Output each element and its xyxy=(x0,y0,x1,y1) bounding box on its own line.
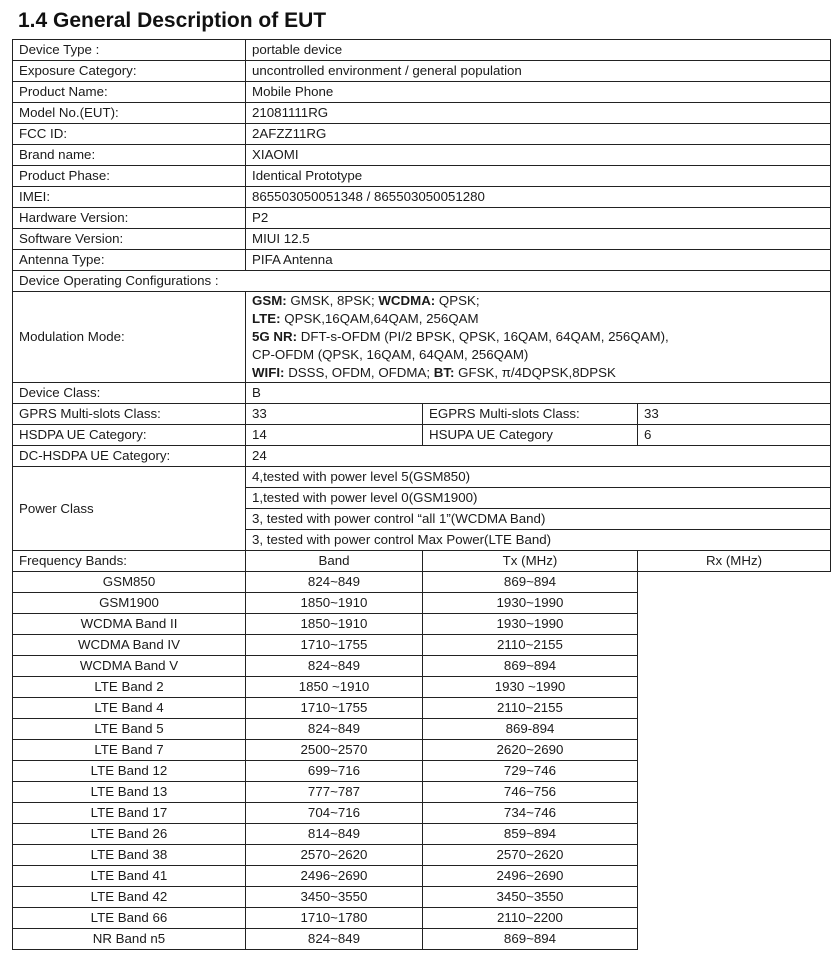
gsm-label: GSM: xyxy=(252,293,287,308)
value-cell: portable device xyxy=(246,40,831,61)
row-product-phase xyxy=(13,166,831,187)
rx-cell: 2110~2155 xyxy=(423,698,638,719)
rx-cell: 729~746 xyxy=(423,761,638,782)
label-cell: IMEI: xyxy=(13,187,246,208)
band-header: Band xyxy=(246,551,423,572)
frequency-row xyxy=(13,593,831,614)
label-cell: EGPRS Multi-slots Class: xyxy=(423,404,638,425)
tx-cell: 824~849 xyxy=(246,572,423,593)
frequency-row xyxy=(13,887,831,908)
tx-cell: 2570~2620 xyxy=(246,845,423,866)
value-cell: XIAOMI xyxy=(246,145,831,166)
tx-cell: 1710~1755 xyxy=(246,635,423,656)
value-cell: 14 xyxy=(246,425,423,446)
modulation-line-nr-cp: CP-OFDM (QPSK, 16QAM, 64QAM, 256QAM) xyxy=(252,347,529,362)
tx-cell: 2496~2690 xyxy=(246,866,423,887)
rx-header: Rx (MHz) xyxy=(638,551,831,572)
lte-value: QPSK,16QAM,64QAM, 256QAM xyxy=(280,311,479,326)
band-cell: WCDMA Band II xyxy=(13,614,246,635)
row-software-version xyxy=(13,229,831,250)
wcdma-value: QPSK; xyxy=(435,293,480,308)
row-config-heading xyxy=(13,271,831,292)
label-cell: Brand name: xyxy=(13,145,246,166)
rx-cell: 869~894 xyxy=(423,656,638,677)
power-class-label: Power Class xyxy=(13,467,246,551)
rx-cell: 746~756 xyxy=(423,782,638,803)
frequency-row xyxy=(13,677,831,698)
power-class-line: 3, tested with power control Max Power(LTE Band) xyxy=(246,530,831,551)
power-class-line: 3, tested with power control “all 1”(WCDMA Band) xyxy=(246,509,831,530)
value-cell: 865503050051348 / 865503050051280 xyxy=(246,187,831,208)
label-cell: Product Name: xyxy=(13,82,246,103)
row-power-class xyxy=(13,467,831,488)
wifi-value: DSSS, OFDM, OFDMA; xyxy=(284,365,434,380)
band-cell: LTE Band 41 xyxy=(13,866,246,887)
frequency-row xyxy=(13,656,831,677)
frequency-row xyxy=(13,635,831,656)
page-title: 1.4 General Description of EUT xyxy=(18,9,327,32)
label-cell: GPRS Multi-slots Class: xyxy=(13,404,246,425)
tx-cell: 1850~1910 xyxy=(246,593,423,614)
tx-cell: 824~849 xyxy=(246,656,423,677)
wcdma-label: WCDMA: xyxy=(378,293,436,308)
frequency-band-rows xyxy=(13,572,831,950)
eut-description-table xyxy=(12,39,831,950)
tx-cell: 704~716 xyxy=(246,803,423,824)
label-cell: Software Version: xyxy=(13,229,246,250)
label-cell: Device Type : xyxy=(13,40,246,61)
tx-cell: 699~716 xyxy=(246,761,423,782)
tx-cell: 1850 ~1910 xyxy=(246,677,423,698)
label-cell: Hardware Version: xyxy=(13,208,246,229)
label-cell: Product Phase: xyxy=(13,166,246,187)
tx-cell: 1710~1755 xyxy=(246,698,423,719)
frequency-row xyxy=(13,824,831,845)
value-cell: P2 xyxy=(246,208,831,229)
rx-cell: 734~746 xyxy=(423,803,638,824)
band-cell: LTE Band 5 xyxy=(13,719,246,740)
rx-cell: 3450~3550 xyxy=(423,887,638,908)
row-hsdpa-category xyxy=(13,425,831,446)
row-device-class xyxy=(13,383,831,404)
rx-cell: 869~894 xyxy=(423,572,638,593)
rx-cell: 859~894 xyxy=(423,824,638,845)
value-cell: 24 xyxy=(246,446,831,467)
tx-cell: 1710~1780 xyxy=(246,908,423,929)
frequency-row xyxy=(13,572,831,593)
frequency-row xyxy=(13,761,831,782)
label-cell: FCC ID: xyxy=(13,124,246,145)
rx-cell: 2110~2155 xyxy=(423,635,638,656)
row-hardware-version xyxy=(13,208,831,229)
row-antenna-type xyxy=(13,250,831,271)
row-gprs-class xyxy=(13,404,831,425)
row-frequency-header xyxy=(13,551,831,572)
tx-cell: 1850~1910 xyxy=(246,614,423,635)
tx-cell: 2500~2570 xyxy=(246,740,423,761)
label-cell: Device Class: xyxy=(13,383,246,404)
frequency-row xyxy=(13,845,831,866)
label-cell: Modulation Mode: xyxy=(13,292,246,383)
frequency-row xyxy=(13,929,831,950)
band-cell: LTE Band 17 xyxy=(13,803,246,824)
rx-cell: 2570~2620 xyxy=(423,845,638,866)
tx-cell: 814~849 xyxy=(246,824,423,845)
config-heading: Device Operating Configurations : xyxy=(13,271,831,292)
wifi-label: WIFI: xyxy=(252,365,285,380)
nr-label: 5G NR: xyxy=(252,329,298,344)
row-device-type xyxy=(13,40,831,61)
frequency-row xyxy=(13,614,831,635)
lte-label: LTE: xyxy=(252,311,281,326)
frequency-row xyxy=(13,719,831,740)
gsm-value: GMSK, 8PSK; xyxy=(286,293,379,308)
tx-cell: 3450~3550 xyxy=(246,887,423,908)
row-exposure-category xyxy=(13,61,831,82)
frequency-row xyxy=(13,866,831,887)
band-cell: LTE Band 38 xyxy=(13,845,246,866)
power-class-line: 4,tested with power level 5(GSM850) xyxy=(246,467,831,488)
rx-cell: 2620~2690 xyxy=(423,740,638,761)
band-cell: LTE Band 42 xyxy=(13,887,246,908)
band-cell: LTE Band 66 xyxy=(13,908,246,929)
tx-header: Tx (MHz) xyxy=(423,551,638,572)
band-cell: GSM850 xyxy=(13,572,246,593)
rx-cell: 1930 ~1990 xyxy=(423,677,638,698)
band-cell: NR Band n5 xyxy=(13,929,246,950)
tx-cell: 777~787 xyxy=(246,782,423,803)
tx-cell: 824~849 xyxy=(246,929,423,950)
value-cell: 33 xyxy=(638,404,831,425)
rx-cell: 1930~1990 xyxy=(423,593,638,614)
modulation-line-gsm-wcdma xyxy=(252,292,824,310)
value-cell: Identical Prototype xyxy=(246,166,831,187)
band-cell: LTE Band 7 xyxy=(13,740,246,761)
value-cell: 2AFZZ11RG xyxy=(246,124,831,145)
frequency-row xyxy=(13,803,831,824)
label-cell: Antenna Type: xyxy=(13,250,246,271)
row-product-name xyxy=(13,82,831,103)
rx-cell: 2110~2200 xyxy=(423,908,638,929)
frequency-row xyxy=(13,740,831,761)
label-cell: HSDPA UE Category: xyxy=(13,425,246,446)
row-brand-name xyxy=(13,145,831,166)
band-cell: LTE Band 2 xyxy=(13,677,246,698)
label-cell: DC-HSDPA UE Category: xyxy=(13,446,246,467)
value-cell: uncontrolled environment / general population xyxy=(246,61,831,82)
tx-cell: 824~849 xyxy=(246,719,423,740)
row-dc-hsdpa-category xyxy=(13,446,831,467)
rx-cell: 869~894 xyxy=(423,929,638,950)
row-modulation-mode xyxy=(13,292,831,383)
value-cell: MIUI 12.5 xyxy=(246,229,831,250)
band-cell: WCDMA Band IV xyxy=(13,635,246,656)
nr-value: DFT-s-OFDM (PI/2 BPSK, QPSK, 16QAM, 64QAM, 256QAM), xyxy=(297,329,669,344)
label-cell: Model No.(EUT): xyxy=(13,103,246,124)
band-cell: LTE Band 12 xyxy=(13,761,246,782)
band-cell: LTE Band 26 xyxy=(13,824,246,845)
band-cell: GSM1900 xyxy=(13,593,246,614)
row-imei xyxy=(13,187,831,208)
rx-cell: 2496~2690 xyxy=(423,866,638,887)
modulation-line-nr xyxy=(252,328,824,346)
band-cell: LTE Band 4 xyxy=(13,698,246,719)
row-model-no xyxy=(13,103,831,124)
label-cell: Exposure Category: xyxy=(13,61,246,82)
label-cell: HSUPA UE Category xyxy=(423,425,638,446)
frequency-bands-label: Frequency Bands: xyxy=(13,551,246,572)
rx-cell: 869-894 xyxy=(423,719,638,740)
value-cell: 6 xyxy=(638,425,831,446)
row-fcc-id xyxy=(13,124,831,145)
band-cell: WCDMA Band V xyxy=(13,656,246,677)
frequency-row xyxy=(13,908,831,929)
value-cell: 33 xyxy=(246,404,423,425)
rx-cell: 1930~1990 xyxy=(423,614,638,635)
frequency-row xyxy=(13,782,831,803)
modulation-value xyxy=(246,292,831,383)
power-class-line: 1,tested with power level 0(GSM1900) xyxy=(246,488,831,509)
value-cell: Mobile Phone xyxy=(246,82,831,103)
modulation-line-wifi-bt xyxy=(252,364,824,382)
band-cell: LTE Band 13 xyxy=(13,782,246,803)
value-cell: B xyxy=(246,383,831,404)
value-cell: PIFA Antenna xyxy=(246,250,831,271)
modulation-line-lte xyxy=(252,310,824,328)
bt-label: BT: xyxy=(433,365,455,380)
frequency-row xyxy=(13,698,831,719)
bt-value: GFSK, π/4DQPSK,8DPSK xyxy=(454,365,616,380)
value-cell: 21081111RG xyxy=(246,103,831,124)
